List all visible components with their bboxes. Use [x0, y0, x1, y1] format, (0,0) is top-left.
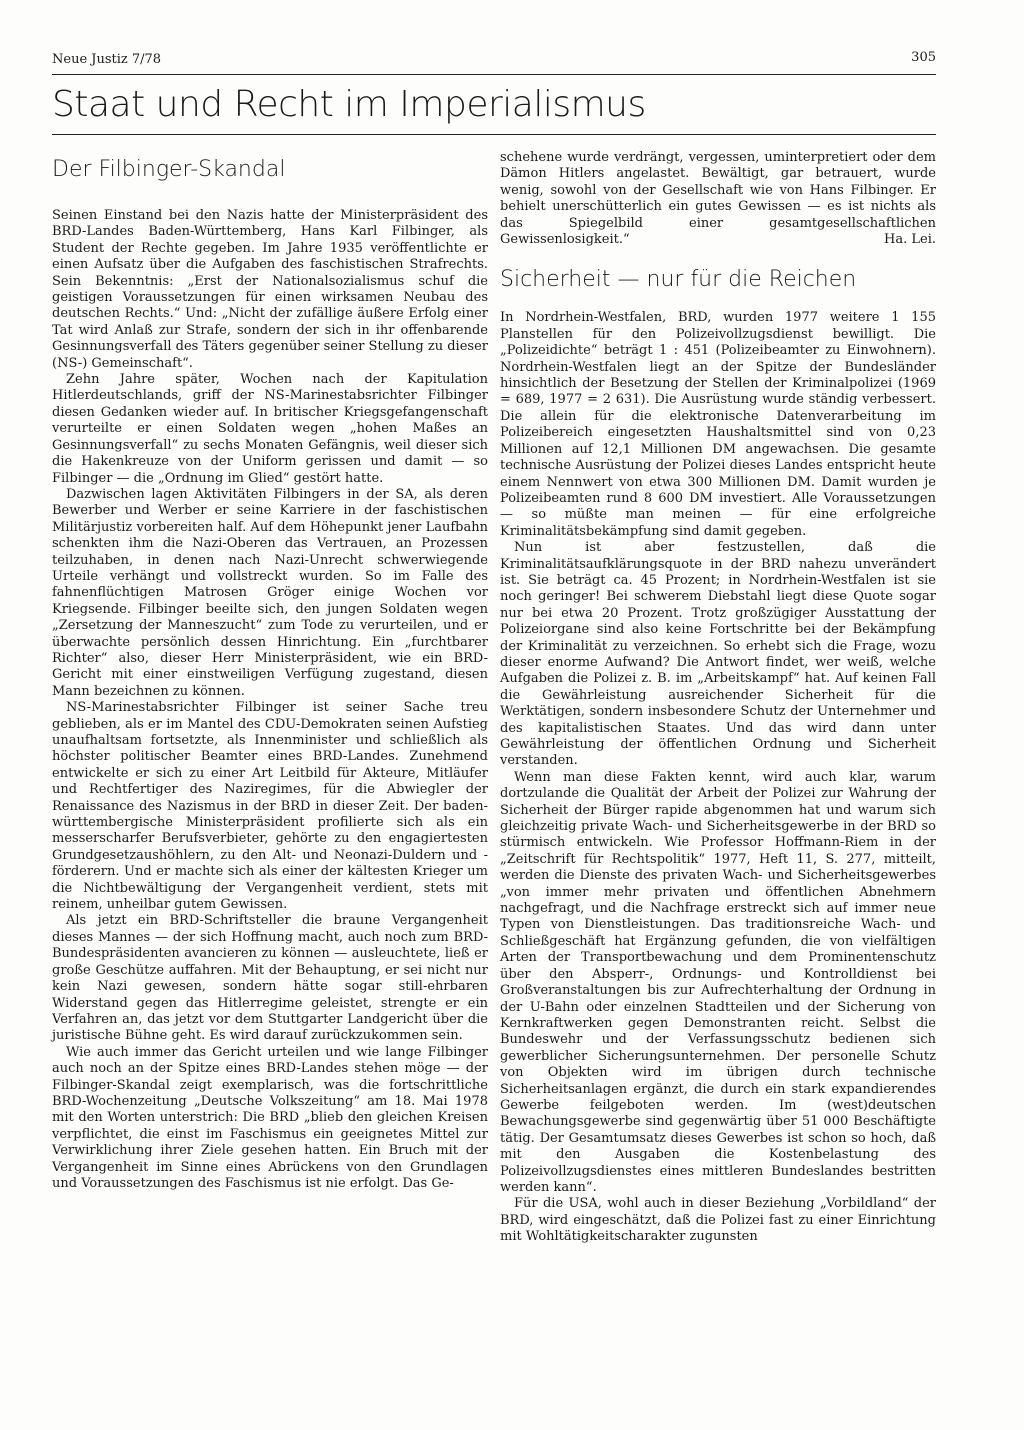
article-paragraph: Zehn Jahre später, Wochen nach der Kapitulation Hitlerdeutschlands, griff der NS-Marinestabsrichter Filbinger diesen Gedanken wieder auf. In britischer Kriegsgefangenschaft verurteilte er einen Soldaten wegen „hohen Maßes an Gesinnungsverfall“ zu sechs Monaten Gefängnis, weil dieser sich die Hakenkreuze von der Uniform gerissen und damit — so Filbinger — die „Ordnung im Glied“ gestört hatte.: [52, 372, 488, 486]
left-column: [52, 150, 488, 1192]
section-title: Staat und Recht im Imperialismus: [52, 84, 646, 125]
article-paragraph: Für die USA, wohl auch in dieser Beziehung „Vorbildland“ der BRD, wird eingeschätzt, daß die Polizei fast zu einer Einrichtung mit Wohltätigkeitscharakter zugunsten: [500, 1196, 936, 1245]
article-paragraph: In Nordrhein-Westfalen, BRD, wurden 1977 weitere 1 155 Planstellen für den Polizeivollzugsdienst bewilligt. Die „Polizeidichte“ beträgt 1 : 451 (Polizeibeamter zu Einwohnern). Nordrhein-Westfalen liegt an der Spitze der Bundesländer hinsichtlich der Besetzung der Stellen der Kriminalpolizei (1969 = 689, 1977 = 2 631). Die Ausrüstung wurde ständig verbessert. Die allein für die elektronische Datenverarbeitung im Polizeibereich eingesetzten Haushaltsmittel sind von 0,23 Millionen auf 12,1 Millionen DM angewachsen. Die gesamte technische Ausrüstung der Polizei dieses Landes entspricht heute einem Nennwert von etwa 300 Millionen DM. Damit wurden je Polizeibeamten rund 8 600 DM investiert. Alle Voraussetzungen — so müßte man meinen — für eine erfolgreiche Kriminalitätsbekämpfung sind damit gegeben.: [500, 310, 936, 539]
article-paragraph: NS-Marinestabsrichter Filbinger ist seiner Sache treu geblieben, als er im Mantel des CDU-Demokraten seinen Aufstieg unaufhaltsam fortsetzte, als Innenminister und schließlich als höchster politischer Beamter eines BRD-Landes. Zunehmend entwickelte er sich zu einer Art Leitbild für Akteure, Mitläufer und Rechtfertiger des Naziregimes, für die Abwiegler der Renaissance des Nazismus in der BRD in dieser Zeit. Der baden-württembergische Ministerpräsident profilierte sich als ein messerscharfer Berufsverbieter, gehörte zu den engagiertesten Grundgesetzaushöhlern, zu den Alt- und Neonazi-Duldern und -förderern. Und er machte sich als einer der kältesten Krieger um die Nichtbewältigung der Vergangenheit verdient, stets mit reinem, unheilbar gutem Gewissen.: [52, 700, 488, 913]
journal-issue: Neue Justiz 7/78: [52, 52, 162, 67]
author-signature: Ha. Lei.: [884, 232, 936, 248]
article-paragraph: Seinen Einstand bei den Nazis hatte der Ministerpräsident des BRD-Landes Baden-Württemberg, Hans Karl Filbinger, als Student der Rechte gegeben. Im Jahre 1935 veröffentlichte er einen Aufsatz über die Aufgaben des faschistischen Strafrechts. Sein Bekenntnis: „Erst der Nationalsozialismus schuf die geistigen Voraussetzungen für einen wirksamen Neubau des deutschen Rechts.“ Und: „Nicht der zufällige äußere Erfolg einer Tat wird Anlaß zur Strafe, sondern der sich in ihr offenbarende Gesinnungsverfall des Täters gegenüber seiner Stellung zu dieser (NS-) Gemeinschaft“.: [52, 208, 488, 371]
article-paragraph: Wenn man diese Fakten kennt, wird auch klar, warum dortzulande die Qualität der Arbeit der Polizei zur Wahrung der Sicherheit der Bürger rapide abgenommen hat und warum sich gleichzeitig private Wach- und Sicherheitsgewerbe in der BRD so stürmisch entwickeln. Wie Professor Hoffmann-Riem in der „Zeitschrift für Rechtspolitik“ 1977, Heft 11, S. 277, mitteilt, werden die Dienste des privaten Wach- und Sicherheitsgewerbes „von immer mehr privaten und öffentlichen Abnehmern nachgefragt, und die Nachfrage erstreckt sich auf immer neue Typen von Dienstleistungen. Das traditionsreiche Wach- und Schließgeschäft hat Ergänzung gefunden, die von vielfältigen Arten der Transportbewachung und dem Prominentenschutz über den Absperr-, Ordnungs- und Kontrolldienst bei Großveranstaltungen bis zur Aufrechterhaltung der Ordnung in der U-Bahn oder einzelnen Stadtteilen und der Sicherung von Kernkraftwerken gegen Demonstranten reicht. Selbst die Bundeswehr und der Verfassungsschutz bedienen sich gewerblicher Sicherungsunternehmen. Der personelle Schutz von Objekten wird im übrigen durch technische Sicherheitsanlagen ergänzt, die durch ein stark expandierendes Gewerbe feilgeboten werden. Im (west)deutschen Bewachungsgewerbe sind gegenwärtig über 51 000 Beschäftigte tätig. Der Gesamtumsatz dieses Gewerbes ist schon so hoch, daß mit den Ausgaben die Kostenbelastung des Polizeivollzugsdienstes eines mittleren Bundeslandes bestritten werden kann“.: [500, 769, 936, 1195]
page-number: 305: [911, 50, 936, 65]
article-paragraph: Als jetzt ein BRD-Schriftsteller die braune Vergangenheit dieses Mannes — der sich Hoffnung macht, auch noch zum BRD-Bundespräsidenten avancieren zu können — ausleuchtete, ließ er große Geschütze auffahren. Mit der Behauptung, er sei nicht nur kein Nazi gewesen, sondern hätte sogar still-ehrbaren Widerstand gegen das Hitlerregime geleistet, strengte er ein Verfahren an, das jetzt vor dem Stuttgarter Landgericht über die juristische Bühne geht. Es wird darauf zurückzukommen sein.: [52, 913, 488, 1044]
article-paragraph: Wie auch immer das Gericht urteilen und wie lange Filbinger auch noch an der Spitze eines BRD-Landes stehen möge — der Filbinger-Skandal zeigt exemplarisch, was die fortschrittliche BRD-Wochenzeitung „Deutsche Volkszeitung“ am 18. Mai 1978 mit den Worten unterstrich: Die BRD „blieb den gleichen Kreisen verpflichtet, die einst im Faschismus ein geeignetes Mittel zur Verwirklichung ihrer Ziele gesehen hatten. Ein Bruch mit der Vergangenheit im Sinne eines Abrückens von den Grundlagen und Voraussetzungen des Faschismus ist nie erfolgt. Das Ge-: [52, 1044, 488, 1191]
article-paragraph: Nun ist aber festzustellen, daß die Kriminalitätsaufklärungsquote in der BRD nahezu unverändert ist. Sie beträgt ca. 45 Prozent; in Nordrhein-Westfalen ist sie noch geringer! Bei schwerem Diebstahl liegt diese Quote sogar nur bei etwa 20 Prozent. Trotz großzügiger Ausstattung der Polizeiorgane sind also keine Fortschritte bei der Bekämpfung der Kriminalität zu verzeichnen. So erhebt sich die Frage, wozu dieser enorme Aufwand? Die Antwort findet, wer weiß, welche Aufgaben die Polizei z. B. im „Arbeitskampf“ hat. Auf keinen Fall die Gewährleistung ausreichender Sicherheit für die Werktätigen, sondern insbesondere Schutz der Unternehmer und des kapitalistischen Staates. Und das wird dann unter Gewährleistung der öffentlichen Ordnung und Sicherheit verstanden.: [500, 540, 936, 769]
continuation-text: schehene wurde verdrängt, vergessen, uminterpretiert oder dem Dämon Hitlers angelastet. Bewältigt, gar betrauert, wurde wenig, sowohl von der Gesellschaft wie von Hans Filbinger. Er behielt unerschütterlich ein gutes Gewissen — es ist nichts als das Spiegelbild einer gesamtgesellschaftlichen Gewissenlosigkeit.“: [500, 150, 936, 248]
article-paragraph: Dazwischen lagen Aktivitäten Filbingers in der SA, als deren Bewerber und Werber er seine Karriere in der faschistischen Militärjustiz vorbereiten half. Auf dem Höhepunkt jener Laufbahn schenkten ihm die Nazi-Oberen das Vertrauen, an Prozessen teilzuhaben, in denen nach Nazi-Unrecht schwerwiegende Urteile verhängt und vollstreckt wurden. So im Falle des fahnenflüchtigen Matrosen Gröger einige Wochen vor Kriegsende. Filbinger beeilte sich, den jungen Soldaten wegen „Zersetzung der Manneszucht“ zum Tode zu verurteilen, und er überwachte persönlich dessen Hinrichtung. Ein „furchtbarer Richter“ also, dieser Herr Ministerpräsident, wie ein BRD-Gericht mit einer einstweiligen Verfügung zugestand, diesen Mann bezeichnen zu können.: [52, 486, 488, 699]
article-title-sicherheit: Sicherheit — nur für die Reichen: [500, 267, 857, 293]
article-continuation: [500, 150, 936, 248]
article-title-filbinger: Der Filbinger-Skandal: [52, 157, 286, 182]
title-rule: [52, 134, 936, 135]
right-column: [500, 150, 936, 1246]
running-head: [52, 52, 936, 75]
